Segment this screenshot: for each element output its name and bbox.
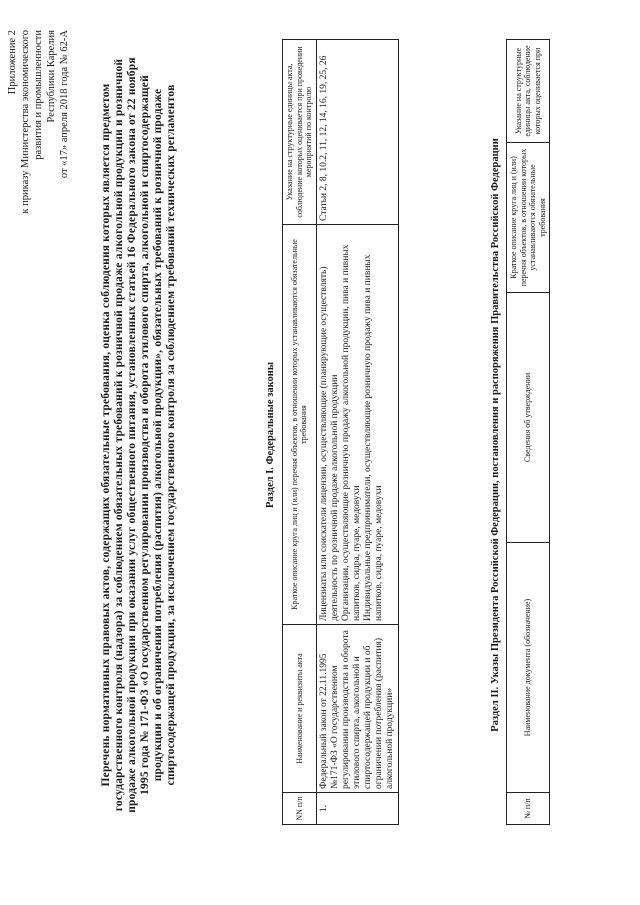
federal-laws-table [282,39,399,825]
row-num: 1. [316,793,398,825]
header-scope: Краткое описание круга лиц и (или) перечня объектов, в отношении которых устанавливаются обязательные требования [283,225,317,625]
row-units: Статьи 2, 8, 10.2, 11, 12, 14, 16, 19, 25, 26 [316,40,398,225]
scope-item: Организации, осуществляющие розничную продажу алкогольной продукции, пива и пивных напитков, сидра, пуаре, медовухи [340,244,362,621]
row-act: Федеральный закон от 22.11.1995 №171-ФЗ «О государственном регулировании производства и оборота этилового спирта, алкогольной и спиртосодержащей продукции и об ограничении потребления (распития) алкогольной продукции» [316,625,398,793]
decrees-table [506,39,550,825]
header-approval: Сведения об утверждении [507,293,550,543]
appendix-line: от «17» апреля 2018 года № 62-А [59,30,70,179]
header-act: Наименование и реквизиты акта [283,625,317,793]
appendix-block [6,30,71,330]
table-header-row [507,40,550,825]
appendix-line: Республики Карелия [46,30,57,123]
appendix-line: к приказу Министерства экономического [20,30,31,214]
section-2-heading: Раздел II. Указы Президента Российской Федерации, постановления и распоряжения Правительства Российской Федерации [490,138,501,732]
appendix-line: развития и промышленности [33,30,44,160]
header-units: Указание на структурные единицы акта, соблюдение которых оценивается при [507,40,550,143]
header-scope: Краткое описание круга лиц и (или) перечня объектов, в отношении которых устанавливаются обязательные требования [507,143,550,293]
header-units: Указание на структурные единицы акта, соблюдение которых оценивается при проведении мероприятий по контролю [283,40,317,225]
section-1-heading: Раздел I. Федеральные законы [265,361,276,509]
row-scope [316,225,398,625]
scope-item: Лицензиаты или соискатели лицензии, осуществляющие (планирующие осуществлять) деятельность по розничной продаже алкогольной продукции [318,266,340,621]
document-title: Перечень нормативных правовых актов, содержащих обязательные требования, оценка соблюдения которых является предметом государственного контроля (надзора) за соблюдением обязательных требований к розничной продаже алкогольной продукции и розничной продаже алкогольной продукции при оказании услуг общественного питания, установленных статьей 16 Федерального закона от 22 ноября 1995 года № 171-ФЗ «О государственном регулировании производства и оборота этилового спирта, алкогольной и спиртосодержащей продукции и об ограничении потребления (распития) алкогольной продукции», обязательных требований к розничной продаже спиртосодержащей продукции, за исключением государственного контроля за соблюдением требований технических регламентов [100,57,177,813]
appendix-line: Приложение 2 [7,30,18,95]
table-row [316,40,398,825]
header-num: NN п/п [283,793,317,825]
scope-item: Индивидуальные предприниматели, осуществляющие розничную продажу пива и пивных напитков, сидра, пуаре, медовухи [362,254,384,621]
header-num: № п/п [507,793,550,825]
table-header-row [283,40,317,825]
header-doc-name: Наименование документа (обозначение) [507,543,550,793]
